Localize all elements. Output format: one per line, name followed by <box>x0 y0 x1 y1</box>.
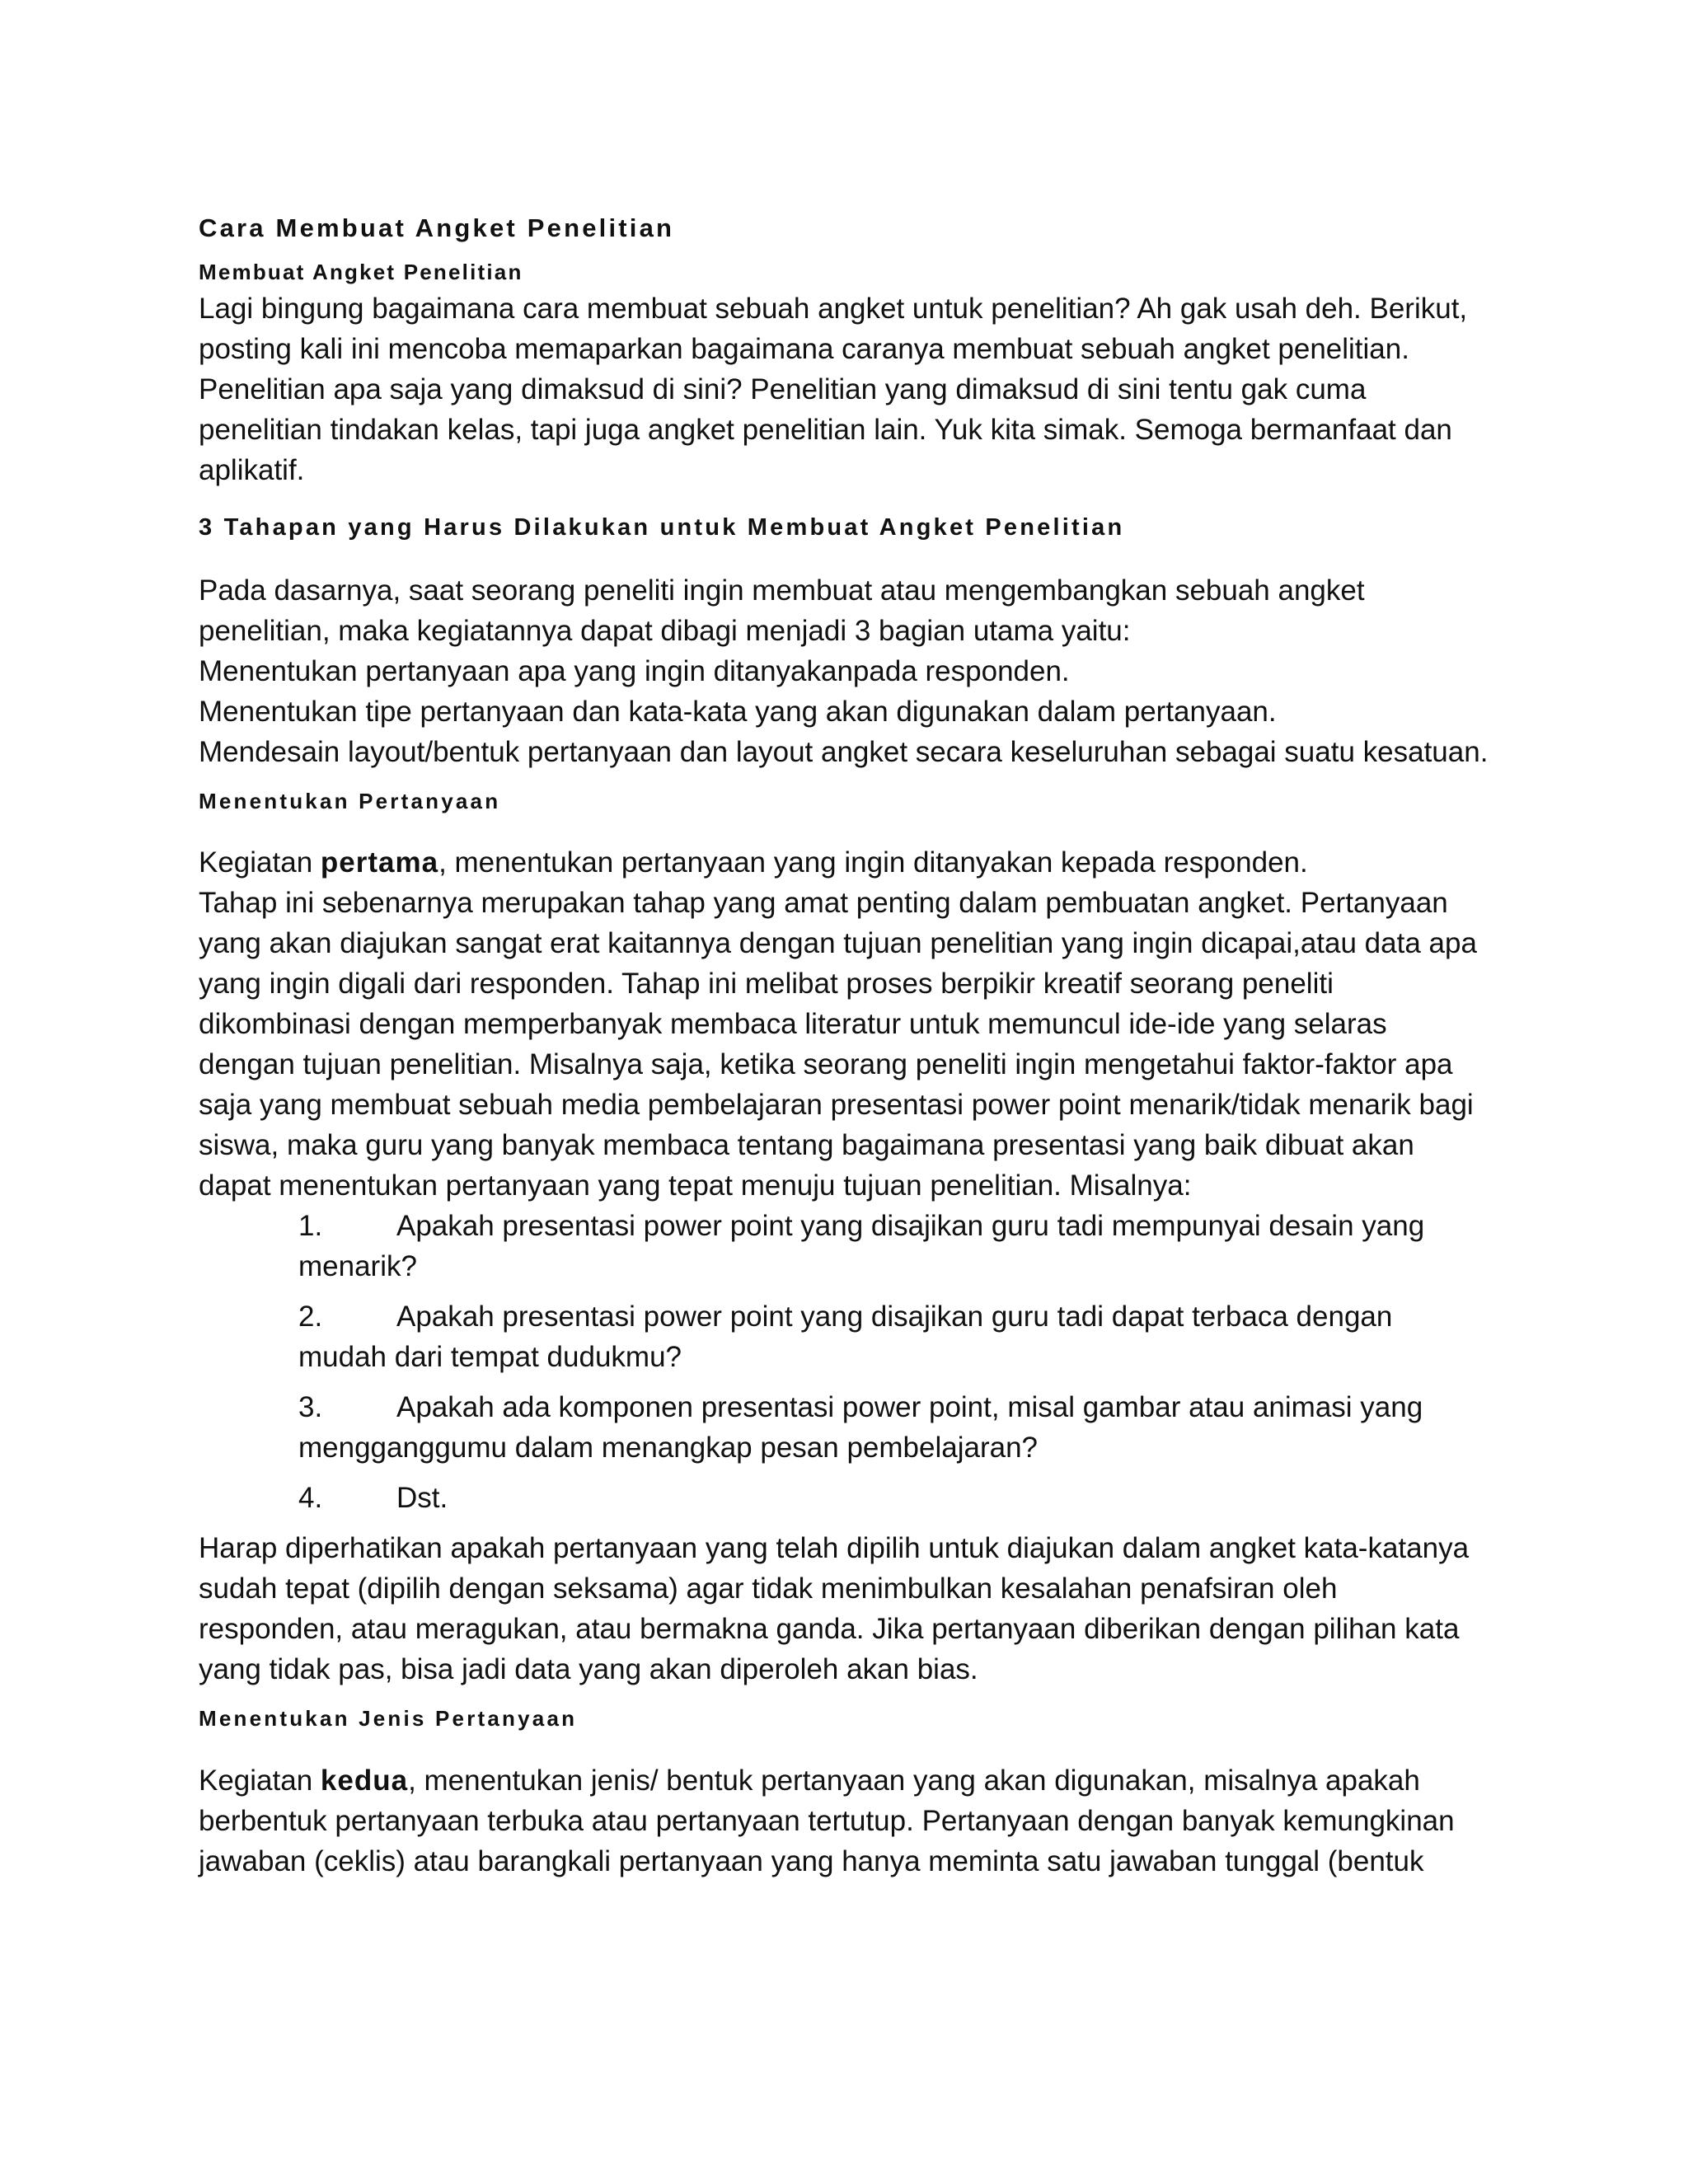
section2-activity-suffix: , menentukan pertanyaan yang ingin ditanyakan kepada responden. <box>438 846 1308 879</box>
section1-step-1: Menentukan pertanyaan apa yang ingin ditanyakanpada responden. <box>199 655 1070 688</box>
section-heading-jenis-pertanyaan: Menentukan Jenis Pertanyaan <box>199 1706 578 1732</box>
list-item-text: Apakah presentasi power point yang disajikan guru tadi dapat terbaca dengan mudah dari tempat dudukmu? <box>298 1301 1393 1374</box>
intro-paragraph: Lagi bingung bagaimana cara membuat sebuah angket untuk penelitian? Ah gak usah deh. Berikut, posting kali ini mencoba memaparkan bagaimana caranya membuat sebuah angket penelitian. Penelitian apa saja yang dimaksud di sini? Penelitian yang dimaksud di sini tentu gak cuma penelitian tindakan kelas, tapi juga angket penelitian lain. Yuk kita simak. Semoga bermanfaat dan aplikatif. <box>199 293 1468 487</box>
section1-step-3: Mendesain layout/bentuk pertanyaan dan layout angket secara keseluruhan sebagai suatu kesatuan. <box>199 736 1489 769</box>
list-item-number: 3. <box>298 1391 323 1424</box>
section-heading-menentukan-pertanyaan: Menentukan Pertanyaan <box>199 789 501 814</box>
list-item <box>298 1387 1489 1468</box>
section2-note: Harap diperhatikan apakah pertanyaan yang telah dipilih untuk diajukan dalam angket kata-katanya sudah tepat (dipilih dengan seksama) agar tidak menimbulkan kesalahan penafsiran oleh responden, atau meragukan, atau bermakna ganda. Jika pertanyaan diberikan dengan pilihan kata yang tidak pas, bisa jadi data yang akan diperoleh akan bias. <box>199 1532 1470 1686</box>
section3-activity-emphasis: kedua <box>320 1764 409 1797</box>
document-subtitle: Membuat Angket Penelitian <box>199 260 523 285</box>
section3-activity-suffix: , menentukan jenis/ bentuk pertanyaan yang akan digunakan, misalnya apakah berbentuk pertanyaan terbuka atau pertanyaan tertutup. Pertanyaan dengan banyak kemungkinan jawaban (ceklis) atau barangkali pertanyaan yang hanya meminta satu jawaban tunggal (bentuk <box>199 1764 1455 1877</box>
list-item-number: 2. <box>298 1301 323 1333</box>
section2-activity <box>199 842 1489 883</box>
list-item-text: Apakah presentasi power point yang disajikan guru tadi mempunyai desain yang menarik? <box>298 1210 1425 1283</box>
document-title: Cara Membuat Angket Penelitian <box>199 213 675 242</box>
section-heading-tahapan: 3 Tahapan yang Harus Dilakukan untuk Membuat Angket Penelitian <box>199 514 1125 541</box>
list-item <box>298 1206 1489 1286</box>
section3-activity <box>199 1760 1489 1882</box>
list-item-number: 4. <box>298 1482 323 1515</box>
list-item <box>298 1478 1489 1518</box>
section2-activity-prefix: Kegiatan <box>199 846 321 879</box>
section1-paragraph: Pada dasarnya, saat seorang peneliti ingin membuat atau mengembangkan sebuah angket penelitian, maka kegiatannya dapat dibagi menjadi 3 bagian utama yaitu: <box>199 574 1365 648</box>
question-list <box>199 1206 1489 1518</box>
document-page <box>199 213 1489 1882</box>
section2-body: Tahap ini sebenarnya merupakan tahap yang amat penting dalam pembuatan angket. Pertanyaan yang akan diajukan sangat erat kaitannya dengan tujuan penelitian yang ingin dicapai,atau data apa yang ingin digali dari responden. Tahap ini melibat proses berpikir kreatif seorang peneliti dikombinasi dengan memperbanyak membaca literatur untuk memuncul ide-ide yang selaras dengan tujuan penelitian. Misalnya saja, ketika seorang peneliti ingin mengetahui faktor-faktor apa saja yang membuat sebuah media pembelajaran presentasi power point menarik/tidak menarik bagi siswa, maka guru yang banyak membaca tentang bagaimana presentasi yang baik dibuat akan dapat menentukan pertanyaan yang tepat menuju tujuan penelitian. Misalnya: <box>199 887 1477 1202</box>
section3-activity-prefix: Kegiatan <box>199 1764 321 1797</box>
section1-step-2: Menentukan tipe pertanyaan dan kata-kata yang akan digunakan dalam pertanyaan. <box>199 696 1277 729</box>
list-item-text: Dst. <box>396 1482 448 1515</box>
list-item-number: 1. <box>298 1210 323 1243</box>
list-item <box>298 1296 1489 1377</box>
section2-activity-emphasis: pertama <box>320 846 439 879</box>
list-item-text: Apakah ada komponen presentasi power point, misal gambar atau animasi yang mengganggumu dalam menangkap pesan pembelajaran? <box>298 1391 1423 1465</box>
